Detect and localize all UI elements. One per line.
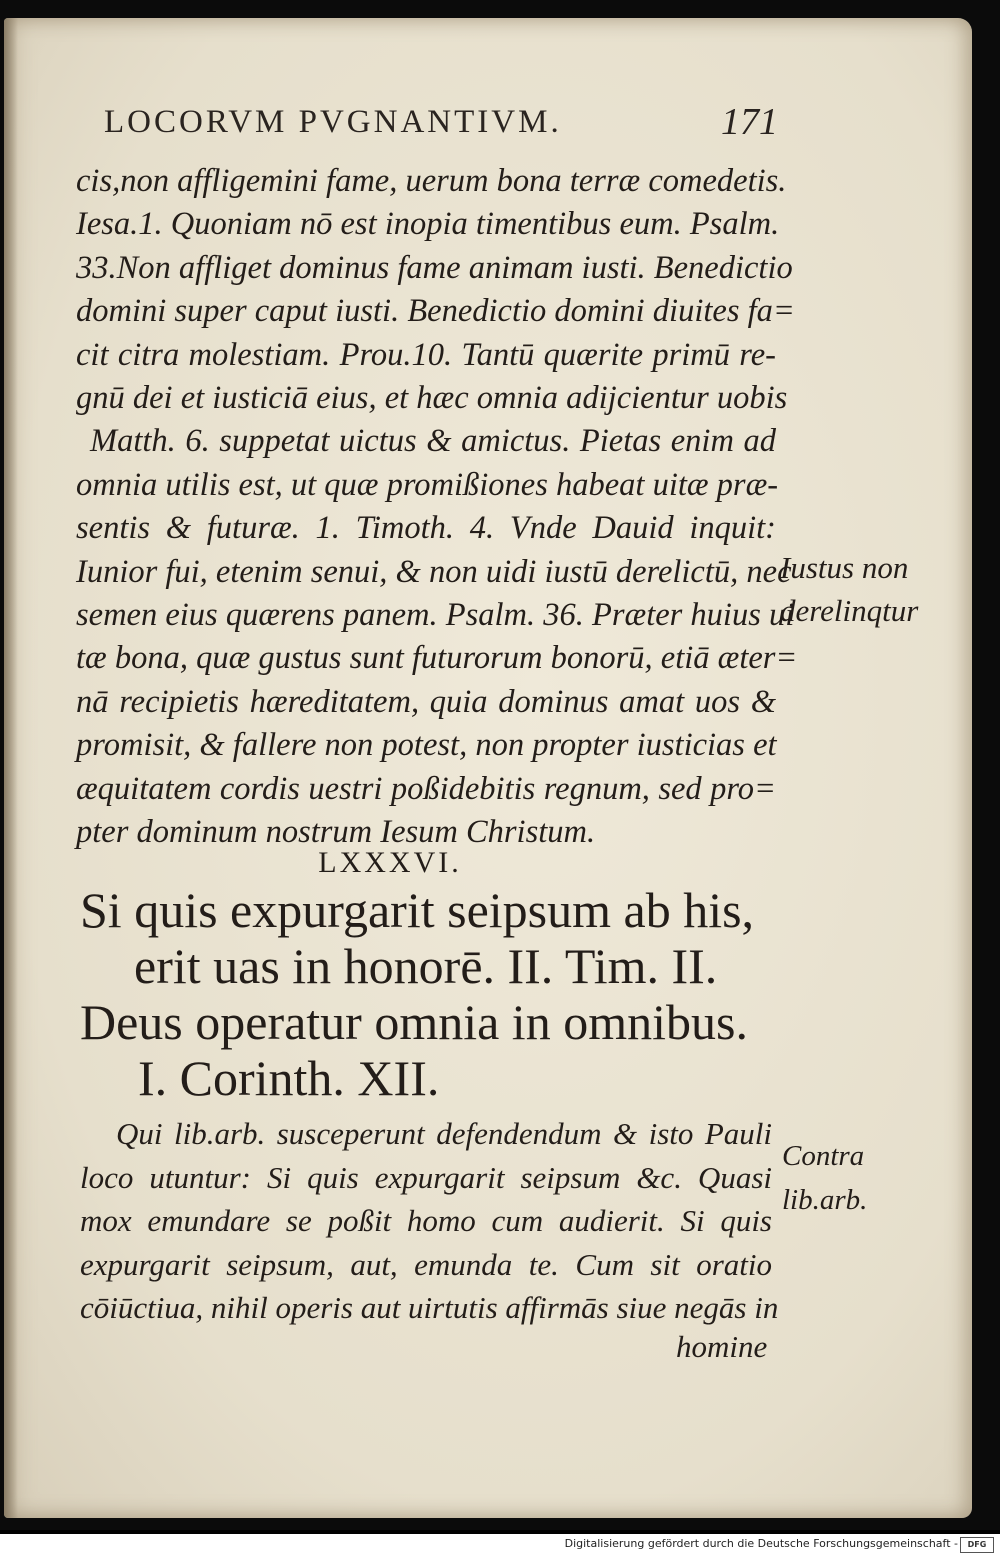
text-line: cōiūctiua, nihil operis aut uirtutis affirmās siue negās in xyxy=(80,1290,779,1325)
text-line: tæ bona, quæ gustus sunt futurorum bonorū, etiā æter= xyxy=(76,640,798,677)
running-head xyxy=(104,100,784,150)
margin-note-line: derelinqtur xyxy=(780,593,919,628)
text-line: 33.Non affliget dominus fame animam iusti. Benedictio xyxy=(76,249,793,286)
margin-note-line: Contra xyxy=(782,1140,865,1172)
running-title: LOCORVM PVGNANTIVM. xyxy=(104,104,562,140)
text-line: mox emundare se poßit homo cum audierit. Si quis xyxy=(80,1203,772,1238)
text-line: Matth. 6. suppetat uictus & amictus. Pietas enim ad xyxy=(90,423,776,460)
body-text-block-1 xyxy=(76,160,798,855)
heading-line: I. Corinth. XII. xyxy=(138,1050,440,1106)
chapter-number: LXXXVI. xyxy=(318,846,462,879)
text-line: expurgarit seipsum, aut, emunda te. Cum sit oratio xyxy=(80,1246,772,1282)
text-line: sentis & futuræ. 1. Timoth. 4. Vnde Dauid inquit: xyxy=(76,510,776,547)
heading-line: Deus operatur omnia in omnibus. xyxy=(80,994,748,1050)
page-gutter-shadow xyxy=(4,18,18,1518)
chapter-heading xyxy=(80,882,780,1106)
text-line: loco utuntur: Si quis expurgarit seipsum &c. Quasi xyxy=(80,1159,772,1195)
margin-note-iustus xyxy=(780,546,918,632)
footer-bar xyxy=(0,1534,1000,1555)
text-line: pter dominum nostrum Iesum Christum. xyxy=(76,814,596,851)
margin-note-line: lib.arb. xyxy=(782,1184,868,1216)
text-line: Iunior fui, etenim senui, & non uidi iustū derelictū, nec xyxy=(76,553,792,590)
text-line: Iesa.1. Quoniam nō est inopia timentibus eum. Psalm. xyxy=(76,206,780,243)
margin-note-line: Iustus non xyxy=(780,550,909,585)
text-line: gnū dei et iusticiā eius, et hæc omnia adijcientur uobis xyxy=(76,380,788,417)
text-line: æquitatem cordis uestri poßidebitis regnum, sed pro= xyxy=(76,770,776,807)
text-line: nā recipietis hæreditatem, quia dominus amat uos & xyxy=(76,683,776,720)
text-line: Qui lib.arb. susceperunt defendendum & isto Pauli xyxy=(116,1116,772,1151)
funding-notice: Digitalisierung gefördert durch die Deutsche Forschungsgemeinschaft - xyxy=(564,1537,958,1550)
heading-line: Si quis expurgarit seipsum ab his, xyxy=(80,882,755,938)
heading-line: erit uas in honorē. II. Tim. II. xyxy=(134,938,718,994)
text-line: promisit, & fallere non potest, non propter iusticias et xyxy=(76,727,777,764)
text-line: cit citra molestiam. Prou.10. Tantū quærite primū re- xyxy=(76,336,776,373)
text-line: semen eius quærens panem. Psalm. 36. Præter huius ui xyxy=(76,597,795,634)
dfg-logo-icon: DFG xyxy=(960,1537,994,1553)
margin-note-contra xyxy=(782,1134,867,1222)
text-line: omnia utilis est, ut quæ promißiones habeat uitæ præ- xyxy=(76,466,779,503)
text-line: domini super caput iusti. Benedictio domini diuites fa= xyxy=(76,293,795,330)
folio-number: 171 xyxy=(721,101,778,143)
body-text-block-2 xyxy=(80,1112,779,1330)
text-line: cis,non affligemini fame, uerum bona terræ comedetis. xyxy=(76,163,787,199)
catchword: homine xyxy=(676,1329,768,1364)
